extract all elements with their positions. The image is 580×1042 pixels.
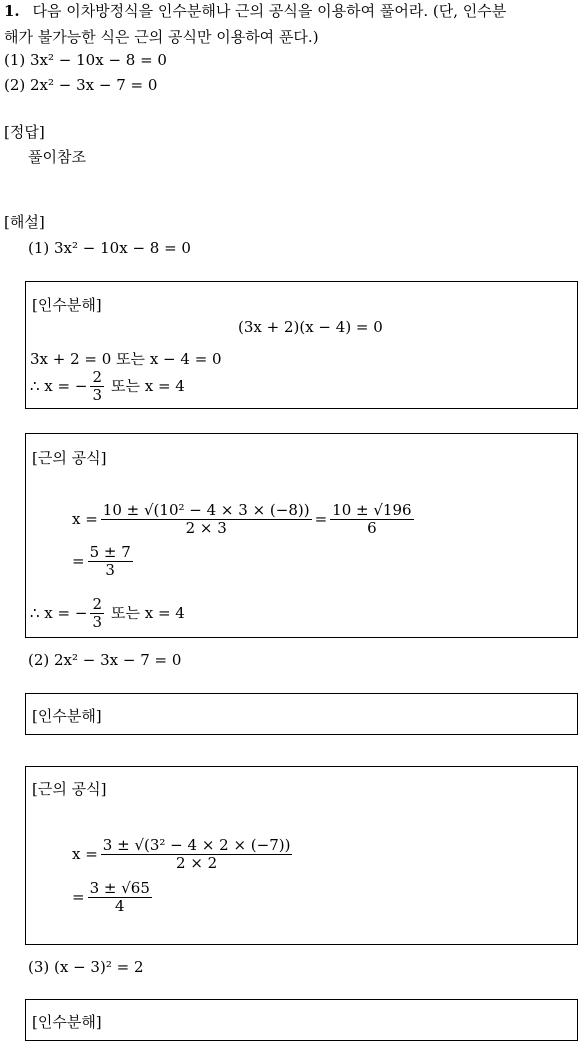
x-equals: x = (72, 509, 98, 528)
problem-text-2: 해가 불가능한 식은 근의 공식만 이용하여 푼다.) (4, 28, 319, 46)
part3-title: (3) (x − 3)² = 2 (28, 958, 144, 976)
part1-factor-box (25, 281, 578, 409)
part2-factor-box (25, 693, 578, 735)
fraction-denominator: 6 (367, 518, 377, 537)
part2-formula-eq1 (72, 837, 295, 871)
part1-formula-therefore (30, 596, 185, 630)
fraction-denominator: 3 (92, 612, 102, 631)
equals-sign: = (72, 551, 85, 570)
fraction-numerator: 3 ± √65 (89, 879, 150, 897)
answer-heading: [정답] (4, 123, 45, 141)
problem-text-1: 다음 이차방정식을 인수분해나 근의 공식을 이용하여 풀어라. (단, 인수분 (32, 2, 507, 20)
fraction-denominator: 2 × 2 (176, 853, 218, 872)
formula-fraction-1 (101, 837, 293, 871)
part2-title: (2) 2x² − 3x − 7 = 0 (28, 651, 182, 669)
part2-formula-eq2 (72, 880, 155, 914)
therefore-suffix: 또는 x = 4 (111, 603, 185, 622)
part1-formula-label: [근의 공식] (32, 449, 107, 467)
answer-text: 풀이참조 (28, 148, 86, 166)
problem-number: 1. (4, 2, 20, 20)
part1-factor-eq1: (3x + 2)(x − 4) = 0 (238, 318, 383, 336)
part2-factor-label: [인수분해] (32, 707, 102, 725)
formula-fraction-2 (88, 880, 152, 914)
formula-fraction-2 (330, 502, 413, 536)
part2-formula-box (25, 766, 578, 945)
fraction-numerator: 10 ± √196 (332, 501, 412, 519)
part1-title: (1) 3x² − 10x − 8 = 0 (28, 239, 191, 257)
formula-fraction-1 (101, 502, 312, 536)
part1-formula-eq2 (72, 544, 136, 578)
fraction-numerator: 3 ± √(3² − 4 × 2 × (−7)) (102, 836, 291, 854)
fraction-denominator: 4 (114, 896, 125, 915)
part1-formula-eq1 (72, 502, 417, 536)
therefore-prefix: ∴ x = − (30, 603, 88, 622)
problem-item-1: (1) 3x² − 10x − 8 = 0 (4, 51, 167, 69)
part1-factor-eq2: 3x + 2 = 0 또는 x − 4 = 0 (30, 350, 222, 368)
equals-sign: = (72, 887, 85, 906)
part1-factor-fraction (90, 369, 104, 403)
problem-item-2: (2) 2x² − 3x − 7 = 0 (4, 76, 158, 94)
part1-factor-eq3-prefix: ∴ x = − (30, 376, 88, 395)
therefore-fraction (90, 596, 104, 630)
part1-factor-label: [인수분해] (32, 296, 102, 314)
fraction-numerator: 5 ± 7 (89, 543, 131, 561)
part2-formula-label: [근의 공식] (32, 780, 107, 798)
fraction-denominator: 3 (92, 385, 102, 404)
fraction-numerator: 2 (92, 368, 102, 386)
problem-line-1 (4, 4, 506, 19)
x-equals: x = (72, 844, 98, 863)
part1-formula-box (25, 433, 578, 638)
part1-factor-eq3 (30, 369, 185, 403)
solution-heading: [해설] (4, 213, 45, 231)
formula-fraction-3 (88, 544, 133, 578)
fraction-denominator: 3 (105, 560, 115, 579)
equals-sign: = (314, 509, 328, 528)
fraction-numerator: 2 (92, 595, 102, 613)
part3-factor-label: [인수분해] (32, 1013, 102, 1031)
fraction-numerator: 10 ± √(10² − 4 × 3 × (−8)) (102, 501, 310, 519)
fraction-denominator: 2 × 3 (185, 518, 227, 537)
part3-factor-box (25, 999, 578, 1041)
part1-factor-eq3-suffix: 또는 x = 4 (111, 376, 185, 395)
